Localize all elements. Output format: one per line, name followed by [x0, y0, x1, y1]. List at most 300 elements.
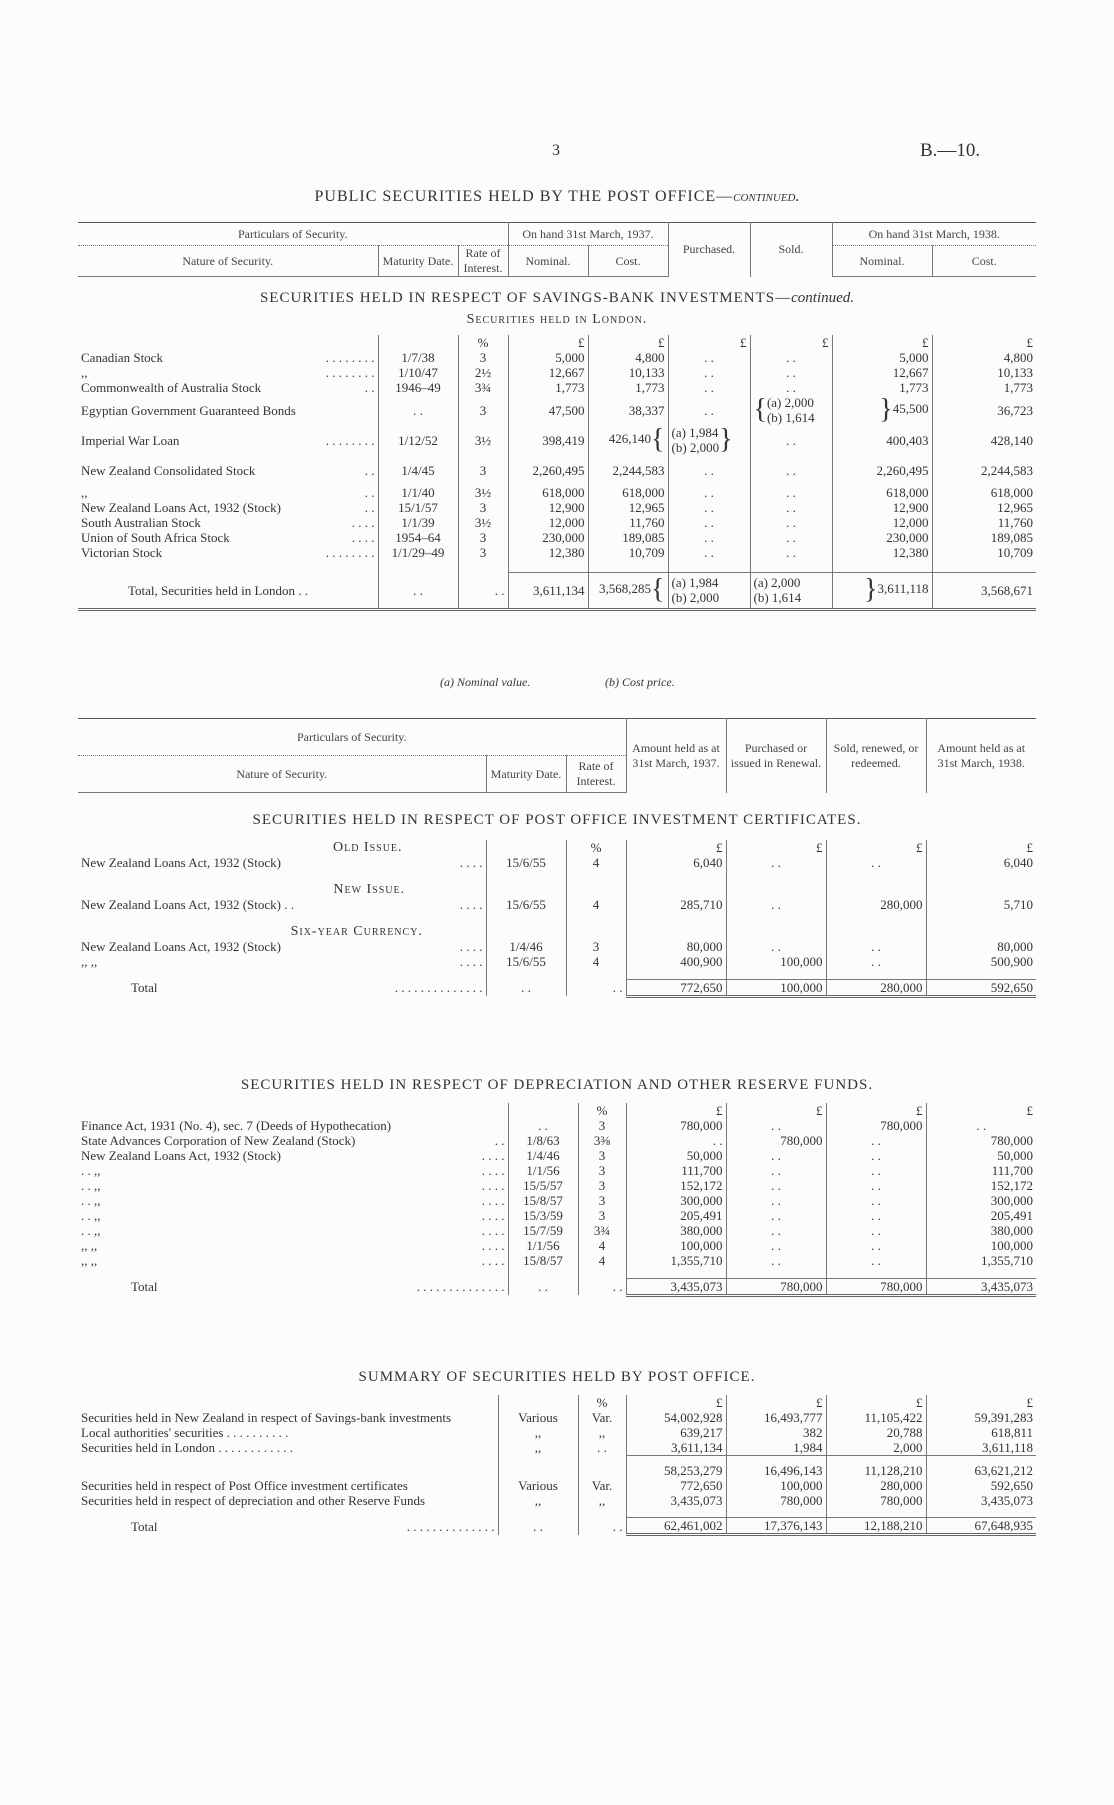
table-row [78, 1425, 1036, 1440]
sold: . . [826, 855, 926, 870]
security-name-text: . . ,, [81, 1163, 101, 1178]
header-nominal-1938: Nominal. [832, 246, 932, 277]
sold-a: (a) 2,000 [766, 395, 814, 410]
cost-1938: 428,140 [932, 425, 1036, 455]
nominal-1938-value: 45,500 [892, 400, 929, 416]
rate: 3¾ [578, 1223, 626, 1238]
purchased: . . [668, 485, 750, 500]
total-label [78, 1518, 498, 1535]
header-purchased: Purchased or issued in Renewal. [726, 719, 826, 793]
amount-1937: . . [626, 1133, 726, 1148]
cost: 4,800 [588, 350, 668, 365]
total-cost-value: 3,568,285 [599, 581, 652, 597]
purchased-b: (b) 2,000 [671, 440, 720, 455]
security-name-text: Finance Act, 1931 (No. 4), sec. 7 (Deeds of Hypothecation) [81, 1118, 392, 1133]
cost: 426,140{ [588, 425, 668, 455]
security-name [78, 365, 378, 380]
sold: . . [826, 1178, 926, 1193]
leader-dots: . . . . [459, 954, 483, 969]
document-reference: B.—10. [920, 140, 981, 161]
nominal-1938: 230,000 [832, 530, 932, 545]
total-maturity: . . [378, 572, 458, 610]
maturity: 15/6/55 [486, 855, 566, 870]
security-name [78, 380, 378, 395]
section-main: SECURITIES HELD IN RESPECT OF SAVINGS-BANK INVESTMENTS— [259, 290, 792, 306]
table-row [78, 455, 1036, 485]
rate: ,, [578, 1425, 626, 1440]
nominal: 12,900 [508, 500, 588, 515]
leader-dots: . . [364, 500, 375, 515]
table-row [78, 1253, 1036, 1268]
rate: 3 [458, 455, 508, 485]
security-name-text: Local authorities' securities . . . . . . . . . . [81, 1425, 289, 1440]
amount-1938: 111,700 [926, 1163, 1036, 1178]
total-nominal-1938: }3,611,118 [832, 572, 932, 610]
rate: 3 [578, 1208, 626, 1223]
sold: 280,000 [826, 1478, 926, 1493]
table-row [78, 350, 1036, 365]
certificates-total-row [78, 979, 1036, 996]
nominal-1938: 2,260,495 [832, 455, 932, 485]
security-name [78, 515, 378, 530]
section-heading: SUMMARY OF SECURITIES HELD BY POST OFFICE. [358, 1369, 756, 1385]
total-purchased: 17,376,143 [726, 1518, 826, 1535]
security-name [78, 350, 378, 365]
table-row [78, 855, 1036, 870]
security-name-text: Commonwealth of Australia Stock [81, 380, 262, 395]
header-nominal: Nominal. [508, 246, 588, 277]
security-name-text: New Zealand Loans Act, 1932 (Stock) [81, 939, 282, 954]
amount-1937: 6,040 [626, 855, 726, 870]
security-name-text: Canadian Stock [81, 350, 163, 365]
sold: . . [750, 365, 832, 380]
amount-1938: 300,000 [926, 1193, 1036, 1208]
security-name [78, 425, 378, 455]
header-maturity: Maturity Date. [486, 756, 566, 793]
amount-1938: 3,611,118 [926, 1440, 1036, 1456]
leader-dots: . . . . [481, 1208, 505, 1223]
maturity: 1/1/40 [378, 485, 458, 500]
nominal: 12,380 [508, 545, 588, 560]
header-nature: Nature of Security. [78, 756, 486, 793]
purchased: . . [668, 380, 750, 395]
leader-dots: . . . . [459, 939, 483, 954]
cost-1938: 2,244,583 [932, 455, 1036, 485]
leader-dots: . . . . [481, 1178, 505, 1193]
cost-1938: 1,773 [932, 380, 1036, 395]
amount-1937: 111,700 [626, 1163, 726, 1178]
london-total-row [78, 572, 1036, 610]
purchased: . . [726, 897, 826, 912]
leader-dots: . . . . [459, 855, 483, 870]
security-name-text: South Australian Stock [81, 515, 201, 530]
maturity: 1/4/46 [508, 1148, 578, 1163]
leader-dots: . . . . . . . . [325, 350, 375, 365]
security-name [78, 1253, 508, 1268]
purchased: . . [726, 1163, 826, 1178]
security-name-text: . . ,, [81, 1178, 101, 1193]
security-name-text: New Zealand Loans Act, 1932 (Stock) [81, 1148, 282, 1163]
leader-dots: . . . . . . . . [325, 545, 375, 560]
subtotal-amount-1937: 58,253,279 [626, 1456, 726, 1478]
security-name-text: Victorian Stock [81, 545, 163, 560]
amount-1938: 205,491 [926, 1208, 1036, 1223]
sold: . . [750, 500, 832, 515]
table-row [78, 1493, 1036, 1508]
total-amount-1938: 592,650 [926, 979, 1036, 996]
total-label-text: Total [131, 1279, 158, 1294]
security-name [78, 1118, 508, 1133]
purchased: (a) 1,984 (b) 2,000} [668, 425, 750, 455]
rate: 4 [578, 1238, 626, 1253]
security-name-text: . . ,, [81, 1193, 101, 1208]
amount-1938: 152,172 [926, 1178, 1036, 1193]
amount-1937: 772,650 [626, 1478, 726, 1493]
table-row [78, 395, 1036, 425]
rate: 3½ [458, 515, 508, 530]
units-row [78, 1395, 1036, 1410]
cost: 618,000 [588, 485, 668, 500]
rate: 3⅜ [578, 1133, 626, 1148]
nominal-1938: 12,900 [832, 500, 932, 515]
amount-1937: 3,435,073 [626, 1493, 726, 1508]
leader-dots: . . . . [481, 1163, 505, 1178]
security-name-text: Securities held in London . . . . . . . . . . . . [81, 1440, 293, 1455]
cost-value: 426,140 [608, 430, 652, 446]
sold-b: (b) 1,614 [766, 410, 815, 425]
amount-1938: 500,900 [926, 954, 1036, 969]
nominal: 12,667 [508, 365, 588, 380]
table-row [78, 1238, 1036, 1253]
maturity: 1/8/63 [508, 1133, 578, 1148]
six-year-heading: Six-year Currency. [290, 924, 423, 939]
amount-1937: 780,000 [626, 1118, 726, 1133]
leader-dots: . . . . [351, 530, 375, 545]
page-number: 3 [552, 142, 560, 159]
total-label-text: Total [131, 980, 158, 995]
unit-pound: £ [826, 840, 926, 855]
amount-1937: 54,002,928 [626, 1410, 726, 1425]
table-row [78, 1208, 1036, 1223]
nominal-1938: 12,000 [832, 515, 932, 530]
security-name-text: ,, ,, [81, 1238, 98, 1253]
unit-pound: £ [826, 1103, 926, 1118]
rate: . . [578, 1440, 626, 1456]
maturity: 15/1/57 [378, 500, 458, 515]
maturity: 1/7/38 [378, 350, 458, 365]
security-name [78, 939, 486, 954]
rate: 4 [566, 855, 626, 870]
nominal-1938: }45,500 [832, 395, 932, 425]
maturity: 15/8/57 [508, 1193, 578, 1208]
maturity: 15/5/57 [508, 1178, 578, 1193]
table-row [78, 485, 1036, 500]
total-purchased-a: (a) 1,984 [671, 575, 719, 591]
unit-pound: £ [726, 840, 826, 855]
sold: . . [826, 1148, 926, 1163]
security-name-text: Securities held in New Zealand in respect of Savings-bank investments [81, 1410, 452, 1425]
security-name-text: . . ,, [81, 1208, 101, 1223]
cost: 10,133 [588, 365, 668, 380]
note-b: (b) Cost price. [605, 675, 675, 689]
unit-pound: £ [626, 840, 726, 855]
amount-1937: 380,000 [626, 1223, 726, 1238]
summary-table [78, 1370, 1036, 1536]
amount-1938: 618,811 [926, 1425, 1036, 1440]
header-nature: Nature of Security. [78, 246, 378, 277]
header-sold: Sold, renewed, or redeemed. [826, 719, 926, 793]
security-name-text: Imperial War Loan [81, 432, 180, 448]
table-row [78, 500, 1036, 515]
purchased: . . [668, 545, 750, 560]
rate: 3 [578, 1148, 626, 1163]
page-title [0, 188, 1114, 206]
nominal: 1,773 [508, 380, 588, 395]
total-rate: . . [578, 1278, 626, 1295]
nominal-1938: 5,000 [832, 350, 932, 365]
nominal: 398,419 [508, 425, 588, 455]
maturity: 15/7/59 [508, 1223, 578, 1238]
reserve-total-row [78, 1278, 1036, 1295]
unit-pound: £ [668, 335, 750, 350]
purchased: . . [726, 939, 826, 954]
amount-1938: 5,710 [926, 897, 1036, 912]
sold: . . [750, 425, 832, 455]
header-cost-1938: Cost. [932, 246, 1036, 277]
amount-1937: 400,900 [626, 954, 726, 969]
security-name-text: New Zealand Loans Act, 1932 (Stock) [81, 855, 282, 870]
amount-1938: 80,000 [926, 939, 1036, 954]
header-sold: Sold. [750, 223, 832, 277]
table-row [78, 897, 1036, 912]
security-name [78, 1425, 498, 1440]
section-heading: SECURITIES HELD IN RESPECT OF DEPRECIATION AND OTHER RESERVE FUNDS. [240, 1077, 874, 1093]
purchased-a: (a) 1,984 [671, 425, 719, 440]
sold: . . [750, 530, 832, 545]
cost-1938: 10,133 [932, 365, 1036, 380]
total-purchased [668, 572, 750, 610]
purchased: . . [668, 455, 750, 485]
maturity: ,, [498, 1493, 578, 1508]
table-row [78, 1148, 1036, 1163]
security-name [78, 1478, 498, 1493]
total-nominal: 3,611,134 [508, 572, 588, 610]
leader-dots: . . . . [481, 1148, 505, 1163]
rate: 3¾ [458, 380, 508, 395]
total-sold: 780,000 [826, 1278, 926, 1295]
maturity: 15/3/59 [508, 1208, 578, 1223]
rate: 3 [458, 395, 508, 425]
sold: . . [826, 1238, 926, 1253]
security-name-text: ,, ,, [81, 1253, 98, 1268]
table-row [78, 545, 1036, 560]
table-row [78, 1133, 1036, 1148]
table-row [78, 1223, 1036, 1238]
total-maturity: . . [508, 1278, 578, 1295]
subsection-heading: Securities held in London. [466, 312, 648, 327]
leader-dots: . . . . [459, 897, 483, 912]
cost: 11,760 [588, 515, 668, 530]
maturity: 15/8/57 [508, 1253, 578, 1268]
purchased: . . [726, 1253, 826, 1268]
security-name-text: New Zealand Loans Act, 1932 (Stock) [81, 500, 282, 515]
purchased: . . [726, 1238, 826, 1253]
total-sold-b: (b) 1,614 [753, 590, 802, 606]
total-sold [750, 572, 832, 610]
security-name [78, 485, 378, 500]
rate: Var. [578, 1410, 626, 1425]
amount-1937: 1,355,710 [626, 1253, 726, 1268]
header-particulars: Particulars of Security. [78, 223, 508, 246]
leader-dots: . . [494, 1133, 505, 1148]
purchased: 780,000 [726, 1133, 826, 1148]
leader-dots: . . . . [481, 1238, 505, 1253]
purchased: . . [668, 395, 750, 425]
old-issue-heading: Old Issue. [332, 840, 403, 855]
security-name [78, 1133, 508, 1148]
cost: 10,709 [588, 545, 668, 560]
header-purchased: Purchased. [668, 223, 750, 277]
total-sold: 12,188,210 [826, 1518, 926, 1535]
units-row [78, 1103, 1036, 1118]
nominal-1938: 400,403 [832, 425, 932, 455]
sold: . . [826, 1208, 926, 1223]
unit-pound: £ [832, 335, 932, 350]
security-name [78, 530, 378, 545]
table-row [78, 1193, 1036, 1208]
cost: 38,337 [588, 395, 668, 425]
security-name-text: State Advances Corporation of New Zealand (Stock) [81, 1133, 356, 1148]
security-name [78, 855, 486, 870]
maturity: 1/1/56 [508, 1163, 578, 1178]
leader-dots: . . . . [481, 1193, 505, 1208]
maturity: 15/6/55 [486, 897, 566, 912]
sold: . . [750, 545, 832, 560]
total-maturity: . . [498, 1518, 578, 1535]
old-issue-row [78, 840, 1036, 855]
cost-1938: 11,760 [932, 515, 1036, 530]
header-rate: Rate of Interest. [566, 756, 626, 793]
maturity: Various [498, 1478, 578, 1493]
unit-pound: £ [750, 335, 832, 350]
purchased: 382 [726, 1425, 826, 1440]
cost-1938: 189,085 [932, 530, 1036, 545]
amount-1938: 59,391,283 [926, 1410, 1036, 1425]
purchased: . . [668, 530, 750, 545]
rate: 2½ [458, 365, 508, 380]
leader-dots: . . [364, 462, 375, 478]
nominal-1938: 618,000 [832, 485, 932, 500]
purchased: . . [726, 1148, 826, 1163]
header-cost: Cost. [588, 246, 668, 277]
amount-1937: 80,000 [626, 939, 726, 954]
unit-pound: £ [626, 1103, 726, 1118]
rate: ,, [578, 1493, 626, 1508]
section-heading: SECURITIES HELD IN RESPECT OF POST OFFICE INVESTMENT CERTIFICATES. [252, 812, 862, 828]
rate: 3 [578, 1118, 626, 1133]
leader-dots: . . [364, 380, 375, 395]
purchased: . . [668, 350, 750, 365]
nominal: 618,000 [508, 485, 588, 500]
rate: 3 [458, 500, 508, 515]
header-rate: Rate of Interest. [458, 246, 508, 277]
rate: 3 [458, 350, 508, 365]
title-continued: continued. [733, 188, 800, 205]
cost-1938: 618,000 [932, 485, 1036, 500]
unit-percent: % [578, 1395, 626, 1410]
rate: 3 [566, 939, 626, 954]
rate: 3½ [458, 425, 508, 455]
maturity: 1946–49 [378, 380, 458, 395]
cost-1938: 36,723 [932, 395, 1036, 425]
sold: 780,000 [826, 1118, 926, 1133]
security-name [78, 1440, 498, 1456]
summary-total-row [78, 1518, 1036, 1535]
leader-dots: . . [364, 485, 375, 500]
cost-1938: 4,800 [932, 350, 1036, 365]
sold: . . [750, 380, 832, 395]
sold: {(a) 2,000 (b) 1,614 [750, 395, 832, 425]
table-row [78, 954, 1036, 969]
security-name [78, 1163, 508, 1178]
unit-pound: £ [826, 1395, 926, 1410]
amount-1937: 205,491 [626, 1208, 726, 1223]
total-label [78, 1278, 508, 1295]
amount-1938: 592,650 [926, 1478, 1036, 1493]
sold: 20,788 [826, 1425, 926, 1440]
header-maturity: Maturity Date. [378, 246, 458, 277]
purchased: . . [726, 1223, 826, 1238]
security-name [78, 1193, 508, 1208]
table-row [78, 425, 1036, 455]
reserve-funds-table [78, 1078, 1036, 1297]
cost-1938: 10,709 [932, 545, 1036, 560]
table-row [78, 515, 1036, 530]
security-name [78, 1208, 508, 1223]
table-row [78, 1478, 1036, 1493]
maturity: 1/4/46 [486, 939, 566, 954]
unit-percent: % [566, 840, 626, 855]
security-name-text: Union of South Africa Stock [81, 530, 230, 545]
amount-1938: 6,040 [926, 855, 1036, 870]
nominal: 12,000 [508, 515, 588, 530]
purchased: . . [726, 1118, 826, 1133]
maturity: 1/4/45 [378, 455, 458, 485]
total-label-text: Total [131, 1518, 158, 1534]
rate: 4 [578, 1253, 626, 1268]
rate: Var. [578, 1478, 626, 1493]
header-onhand-1937: On hand 31st March, 1937. [508, 223, 668, 246]
units-row [78, 335, 1036, 350]
leader-dots: . . . . [351, 515, 375, 530]
sold: . . [826, 954, 926, 969]
cost: 189,085 [588, 530, 668, 545]
purchased: 16,493,777 [726, 1410, 826, 1425]
amount-1938: 1,355,710 [926, 1253, 1036, 1268]
header-particulars: Particulars of Security. [78, 719, 626, 756]
total-purchased-b: (b) 2,000 [671, 590, 720, 606]
security-name-text: Egyptian Government Guaranteed Bonds [81, 402, 296, 418]
title-main: PUBLIC SECURITIES HELD BY THE POST OFFICE— [314, 188, 734, 205]
total-rate: . . [458, 572, 508, 610]
nominal-1938: 12,667 [832, 365, 932, 380]
purchased: . . [726, 1178, 826, 1193]
unit-percent: % [578, 1103, 626, 1118]
london-securities-table [78, 222, 1036, 615]
unit-pound: £ [626, 1395, 726, 1410]
maturity: . . [508, 1118, 578, 1133]
security-name-text: ,, ,, [81, 954, 98, 969]
